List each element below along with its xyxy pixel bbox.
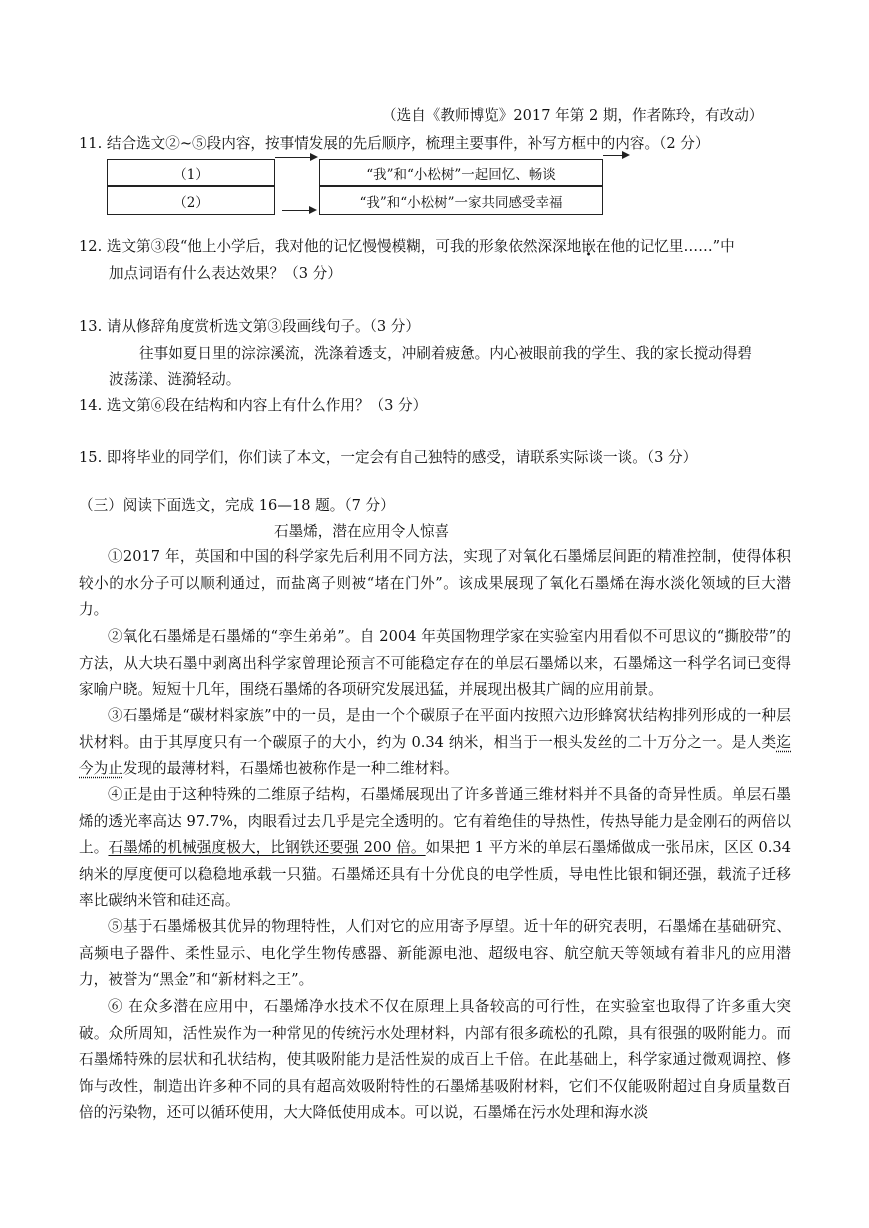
paragraph-3-text-end: 发现的最薄材料，石墨烯也被称作是一种二维材料。 — [122, 760, 459, 777]
paragraph-2 — [79, 624, 791, 704]
emphasized-word: 嵌 — [581, 238, 596, 255]
answer-box-1 — [107, 159, 275, 186]
question-12-line-2: 加点词语有什么表达效果？（3 分） — [109, 265, 342, 282]
event-box-2-text: “我”和“小松树”一家共同感受幸福 — [359, 194, 563, 211]
arrow-right-icon — [282, 210, 315, 211]
paragraph-4 — [79, 782, 791, 915]
article-title: 石墨烯，潜在应用令人惊喜 — [274, 523, 450, 540]
arrow-right-icon — [603, 155, 628, 156]
paragraph-2-text: ②氧化石墨烯是石墨烯的“孪生弟弟”。自 2004 年英国物理学家在实验室内用看似不可思议的“撕胶带”的方法，从大块石墨中剥离出科学家曾理论预言不可能稳定存在的单层石墨烯以来，石墨烯这一科学名词已变得家喻户晓。短短十几年，围绕石墨烯的各项研究发展迅猛，并展现出极其广阔的应用前景。 — [79, 628, 791, 698]
dotted-phrase: 迄今为止 — [79, 733, 791, 777]
question-14: 14. 选文第⑥段在结构和内容上有什么作用？（3 分） — [79, 397, 428, 414]
quoted-sentence-line-2: 波荡漾、涟漪轻动。 — [109, 371, 241, 388]
paragraph-5 — [79, 914, 791, 994]
question-15: 15. 即将毕业的同学们，你们读了本文，一定会有自己独特的感受，请联系实际谈一谈。（3 分） — [79, 449, 698, 466]
paragraph-1-text: ①2017 年，英国和中国的科学家先后利用不同方法，实现了对氧化石墨烯层间距的精准控制，使得体积较小的水分子可以顺利通过，而盐离子则被“堵在门外”。该成果展现了氧化石墨烯在海水淡化领域的巨大潜力。 — [79, 548, 791, 618]
paragraph-4-text-end: 如果把 1 平方米的单层石墨烯做成一张吊床，区区 0.34 纳米的厚度便可以稳稳地承载一只猫。石墨烯还具有十分优良的电学性质，导电性比银和铜还强，载流子迁移率比碳纳米管和硅还高。 — [79, 839, 791, 909]
question-13: 13. 请从修辞角度赏析选文第③段画线句子。（3 分） — [79, 318, 420, 335]
source-note: （选自《教师博览》2017 年第 2 期，作者陈玲，有改动） — [382, 107, 764, 124]
quoted-sentence-line-1: 往事如夏日里的淙淙溪流，洗涤着透支，冲刷着疲惫。内心被眼前我的学生、我的家长搅动得碧 — [139, 345, 752, 362]
answer-box-1-label: （1） — [173, 166, 209, 183]
paragraph-5-text: ⑤基于石墨烯极其优异的物理特性，人们对它的应用寄予厚望。近十年的研究表明，石墨烯在基础研究、高频电子器件、柔性显示、电化学生物传感器、新能源电池、超级电容、航空航天等领域有着非凡的应用潜力，被誉为“黑金”和“新材料之王”。 — [79, 918, 791, 988]
answer-box-2-label: （2） — [173, 194, 209, 211]
paragraph-4-text: ④正是由于这种特殊的二维原子结构，石墨烯展现出了许多普通三维材料并不具备的奇异性质。单层石墨烯的透光率高达 97.7%，肉眼看过去几乎是完全透明的。它有着绝佳的导热性，传热导能力是金刚石的两倍以上。 — [79, 786, 791, 856]
paragraph-1 — [79, 544, 791, 624]
underlined-sentence: 石墨烯的机械强度极大，比钢铁还要强 200 倍。 — [108, 839, 426, 856]
question-12-text: 12. 选文第③段“他上小学后，我对他的记忆慢慢模糊，可我的形象依然深深地 — [79, 238, 582, 255]
question-11: 11. 结合选文②~⑤段内容，按事情发展的先后顺序，梳理主要事件，补写方框中的内容。（2 分） — [79, 135, 710, 152]
event-box-1-text: “我”和“小松树”一起回忆、畅谈 — [366, 166, 556, 183]
section-heading: （三）阅读下面选文，完成 16—18 题。（7 分） — [79, 497, 395, 514]
question-12 — [79, 237, 735, 257]
event-box-2 — [319, 186, 603, 215]
paragraph-3-text: ③石墨烯是“碳材料家族”中的一员，是由一个个碳原子在平面内按照六边形蜂窝状结构排列形成的一种层状材料。由于其厚度只有一个碳原子的大小，约为 0.34 纳米，相当于一根头发丝的二十万分之一。是人类 — [79, 707, 791, 751]
paragraph-6 — [79, 994, 791, 1126]
paragraph-6-text: ⑥ 在众多潜在应用中，石墨烯净水技术不仅在原理上具备较高的可行性，在实验室也取得了许多重大突破。众所周知，活性炭作为一种常见的传统污水处理材料，内部有很多疏松的孔隙，具有很强的吸附能力。而石墨烯特殊的层状和孔状结构，使其吸附能力是活性炭的成百上千倍。在此基础上，科学家通过微观调控、修饰与改性，制造出许多种不同的具有超高效吸附特性的石墨烯基吸附材料，它们不仅能吸附超过自身质量数百倍的污染物，还可以循环使用，大大降低使用成本。可以说，石墨烯在污水处理和海水淡 — [79, 998, 791, 1121]
answer-box-2 — [107, 186, 275, 215]
paragraph-3 — [79, 703, 791, 783]
arrow-right-icon — [275, 157, 316, 158]
event-box-1 — [319, 159, 603, 186]
question-12-text-end: 在他的记忆里……”中 — [595, 238, 735, 255]
